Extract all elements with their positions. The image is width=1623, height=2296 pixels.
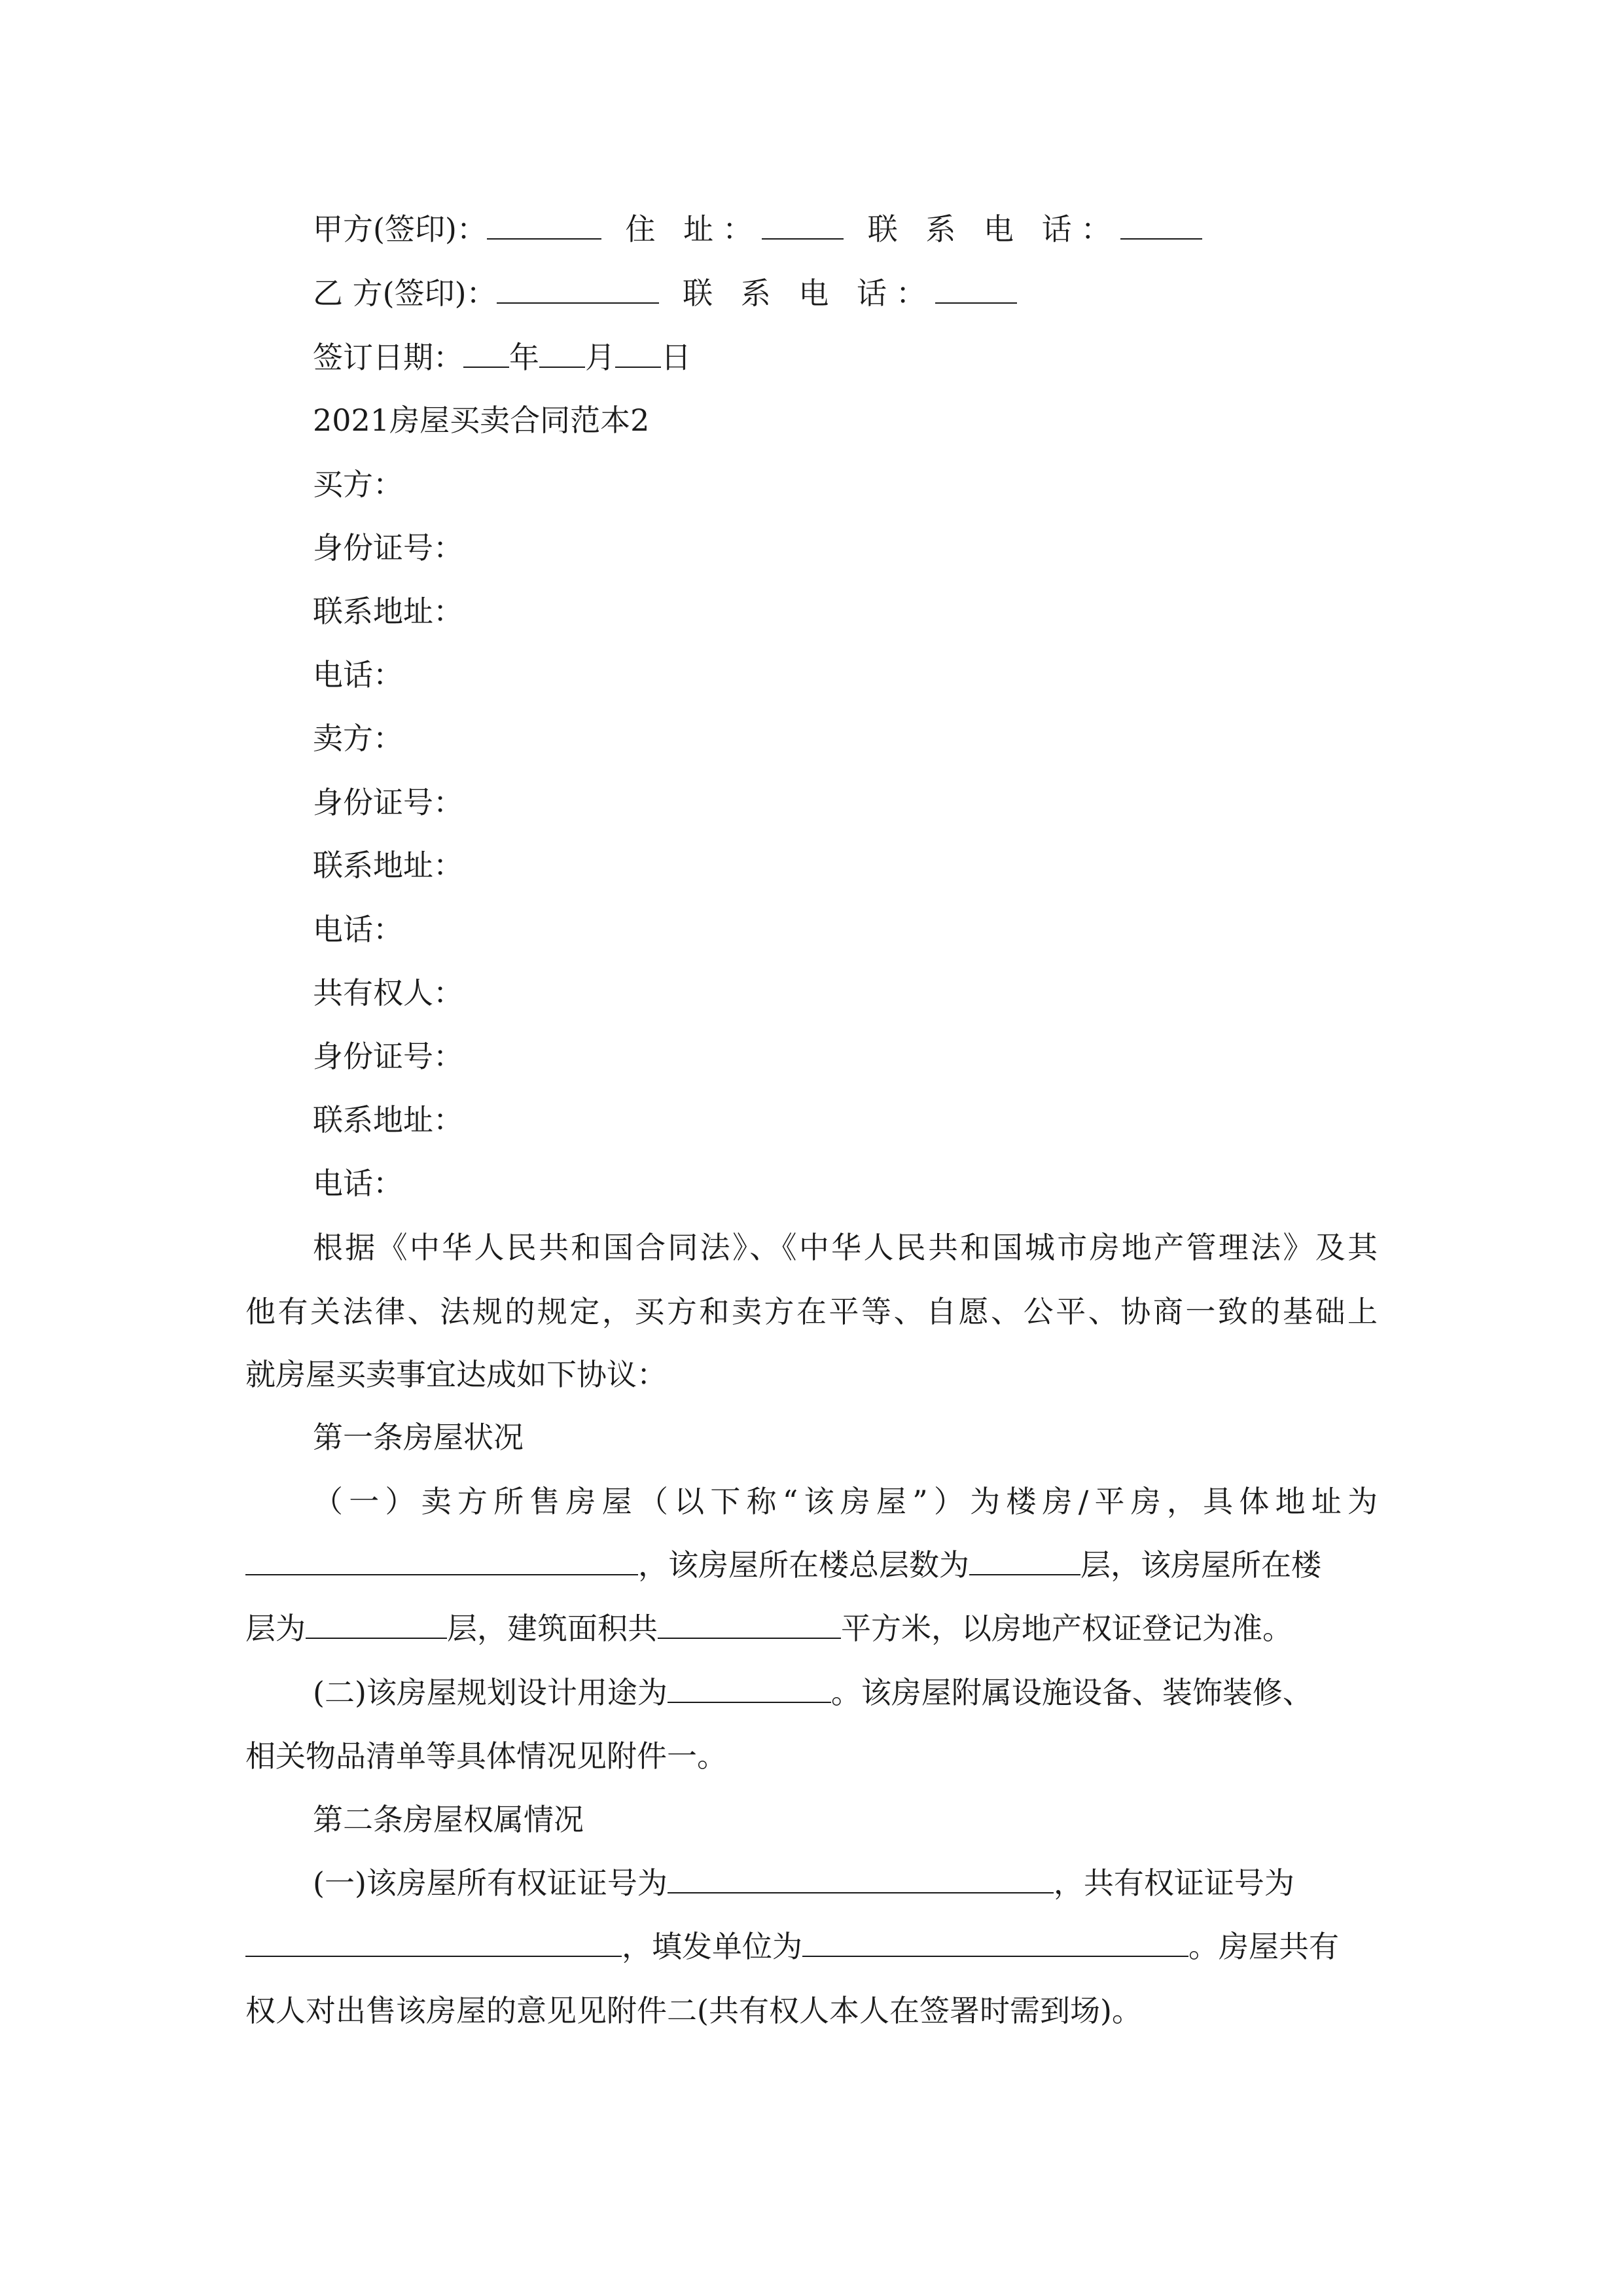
floor-located-text: 层，该房屋所在楼: [1080, 1547, 1321, 1583]
article-2-p1-line-3: 权人对出售该房屋的意见见附件二(共有权人本人在签署时需到场)。: [245, 1993, 1142, 2028]
seller-phone-label: 电话：: [313, 912, 403, 947]
article-1-p2-line-2: 相关物品清单等具体情况见附件一。: [245, 1738, 727, 1774]
month-label: 月: [585, 340, 615, 375]
total-floors-blank: [969, 1548, 1080, 1575]
co-owner-address-label: 联系地址：: [313, 1102, 463, 1138]
intro-line-2: 他有关法律、法规的规定，买方和卖方在平等、自愿、公平、协商一致的基础上: [245, 1294, 1378, 1329]
party-a-label: 甲方(签印)：: [313, 211, 487, 247]
total-floors-text: ，该房屋所在楼总层数为: [638, 1547, 969, 1583]
article-1-p1-line-1: （一）卖方所售房屋（以下称“该房屋”）为楼房/平房，具体地址为: [313, 1484, 1378, 1519]
party-b-label: 乙 方(签印)：: [313, 276, 497, 311]
sign-date-line: [313, 338, 691, 377]
issuing-unit-blank: [802, 1929, 1188, 1957]
building-area-text: 层，建筑面积共: [447, 1611, 658, 1646]
ownership-cert-text: (一)该房屋所有权证证号为: [313, 1865, 668, 1901]
facilities-text: 。该房屋附属设施设备、装饰装修、: [830, 1675, 1313, 1710]
co-ownership-cert-text: ，共有权证证号为: [1053, 1865, 1294, 1901]
party-a-sign-blank: [487, 212, 601, 240]
day-label: 日: [661, 340, 691, 375]
buyer-id-label: 身份证号：: [313, 530, 463, 565]
address-label: 住 址：: [625, 211, 762, 247]
day-blank: [615, 340, 661, 368]
month-blank: [539, 340, 585, 368]
building-area-blank: [658, 1611, 841, 1639]
co-owner-note-text: 。房屋共有: [1188, 1929, 1339, 1964]
co-ownership-cert-blank: [245, 1929, 622, 1957]
issuing-unit-text: ，填发单位为: [622, 1929, 802, 1964]
floor-number-blank: [306, 1611, 447, 1639]
planned-use-blank: [668, 1676, 831, 1703]
article-2-p1-line-1: [313, 1863, 1294, 1903]
party-a-signature-line: [313, 209, 1202, 249]
seller-id-label: 身份证号：: [313, 785, 463, 820]
buyer-address-label: 联系地址：: [313, 594, 463, 629]
property-address-blank: [245, 1548, 638, 1575]
co-owner-id-label: 身份证号：: [313, 1039, 463, 1074]
article-1-title: 第一条房屋状况: [313, 1420, 524, 1455]
buyer-phone-label: 电话：: [313, 657, 403, 692]
seller-label: 卖方：: [313, 721, 403, 756]
area-unit-text: 平方米，以房地产权证登记为准。: [841, 1611, 1293, 1646]
article-1-p1-line-2: [245, 1545, 1321, 1585]
co-owner-label: 共有权人：: [313, 975, 463, 1011]
party-b-phone-label: 联 系 电 话：: [683, 276, 936, 311]
party-a-phone-label: 联 系 电 话：: [867, 211, 1120, 247]
article-1-p2-line-1: [313, 1673, 1313, 1712]
document-title: 2021房屋买卖合同范本2: [313, 403, 650, 438]
party-b-phone-blank: [935, 276, 1017, 304]
buyer-label: 买方：: [313, 467, 403, 502]
party-a-phone-blank: [1120, 212, 1202, 240]
floor-is-text: 层为: [245, 1611, 306, 1646]
seller-address-label: 联系地址：: [313, 848, 463, 883]
address-blank: [762, 212, 844, 240]
co-owner-phone-label: 电话：: [313, 1166, 403, 1201]
party-b-signature-line: [313, 274, 1017, 313]
date-label: 签订日期：: [313, 340, 463, 375]
intro-line-3: 就房屋买卖事宜达成如下协议：: [245, 1357, 667, 1392]
article-2-p1-line-2: [245, 1927, 1339, 1966]
intro-line-1: 根据《中华人民共和国合同法》、《中华人民共和国城市房地产管理法》及其: [313, 1230, 1378, 1265]
planned-use-text: (二)该房屋规划设计用途为: [313, 1675, 668, 1710]
article-2-title: 第二条房屋权属情况: [313, 1802, 584, 1837]
article-1-p1-line-3: [245, 1609, 1293, 1648]
year-label: 年: [509, 340, 539, 375]
party-b-sign-blank: [497, 276, 659, 304]
year-blank: [463, 340, 509, 368]
ownership-cert-blank: [668, 1866, 1054, 1893]
